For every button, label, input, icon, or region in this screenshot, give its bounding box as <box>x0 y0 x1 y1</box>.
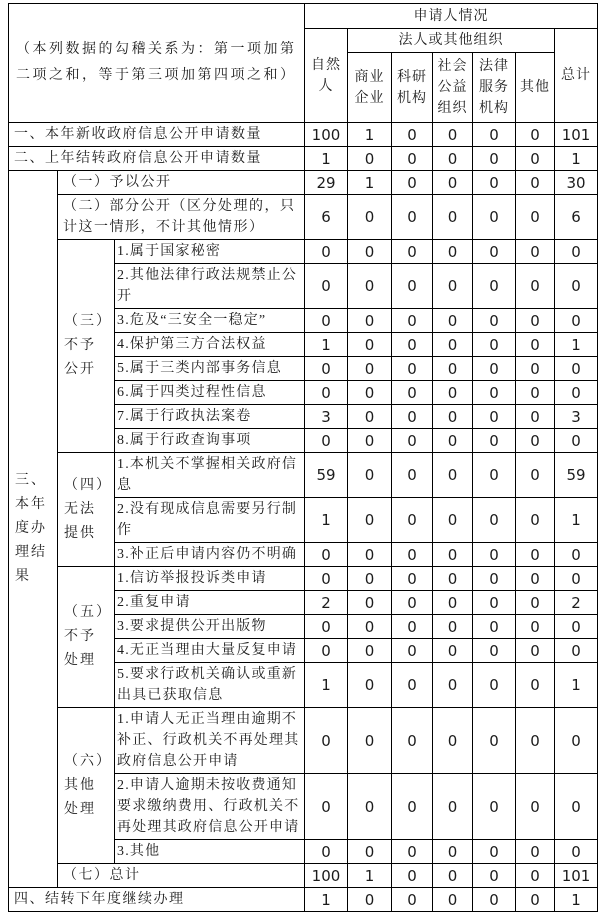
value-cell: 0 <box>305 381 348 405</box>
header-legal-service-org: 法律服务机构 <box>473 53 516 123</box>
value-cell: 0 <box>516 147 555 171</box>
value-cell: 0 <box>392 864 433 888</box>
value-cell: 30 <box>555 171 598 195</box>
value-cell: 0 <box>392 333 433 357</box>
value-cell: 0 <box>473 840 516 864</box>
value-cell: 0 <box>473 123 516 147</box>
value-cell: 0 <box>392 663 433 708</box>
header-commercial-enterprise: 商业企业 <box>348 53 392 123</box>
value-cell: 0 <box>433 309 473 333</box>
value-cell: 0 <box>433 840 473 864</box>
value-cell: 0 <box>433 864 473 888</box>
value-cell: 2 <box>305 591 348 615</box>
value-cell: 0 <box>392 240 433 264</box>
value-cell: 0 <box>392 774 433 840</box>
header-natural-person: 自然人 <box>305 29 348 123</box>
item-label-cell: 3.要求提供公开出版物 <box>115 615 305 639</box>
table-row <box>9 123 598 147</box>
value-cell: 0 <box>305 774 348 840</box>
value-cell: 0 <box>433 123 473 147</box>
value-cell: 0 <box>392 309 433 333</box>
value-cell: 0 <box>392 264 433 309</box>
value-cell: 0 <box>555 309 598 333</box>
value-cell: 0 <box>305 567 348 591</box>
value-cell: 0 <box>348 381 392 405</box>
table-row <box>9 147 598 171</box>
table-row <box>9 888 598 912</box>
value-cell: 0 <box>473 171 516 195</box>
value-cell: 0 <box>305 615 348 639</box>
value-cell: 3 <box>305 405 348 429</box>
value-cell: 0 <box>516 888 555 912</box>
value-cell: 0 <box>392 357 433 381</box>
value-cell: 0 <box>305 429 348 453</box>
value-cell: 29 <box>305 171 348 195</box>
value-cell: 0 <box>348 888 392 912</box>
value-cell: 101 <box>555 123 598 147</box>
value-cell: 0 <box>348 639 392 663</box>
value-cell: 0 <box>348 429 392 453</box>
value-cell: 0 <box>516 543 555 567</box>
header-research-institution: 科研机构 <box>392 53 433 123</box>
item-label-cell: 1.申请人无正当理由逾期不补正、行政机关不再处理其政府信息公开申请 <box>115 708 305 774</box>
value-cell: 0 <box>516 357 555 381</box>
value-cell: 0 <box>555 429 598 453</box>
value-cell: 0 <box>348 663 392 708</box>
row-label-cell: 二、上年结转政府信息公开申请数量 <box>9 147 305 171</box>
value-cell: 0 <box>516 171 555 195</box>
value-cell: 0 <box>348 567 392 591</box>
value-cell: 3 <box>555 405 598 429</box>
value-cell: 0 <box>433 357 473 381</box>
value-cell: 0 <box>392 840 433 864</box>
value-cell: 0 <box>516 639 555 663</box>
value-cell: 0 <box>555 543 598 567</box>
value-cell: 0 <box>392 453 433 498</box>
value-cell: 0 <box>473 333 516 357</box>
value-cell: 0 <box>473 774 516 840</box>
value-cell: 1 <box>555 147 598 171</box>
value-cell: 0 <box>433 708 473 774</box>
item-label-cell: 5.要求行政机关确认或重新出具已获取信息 <box>115 663 305 708</box>
value-cell: 1 <box>305 333 348 357</box>
table-header <box>9 4 598 123</box>
value-cell: 0 <box>473 498 516 543</box>
value-cell: 0 <box>348 309 392 333</box>
item-label-cell: 7.属于行政执法案卷 <box>115 405 305 429</box>
value-cell: 0 <box>433 171 473 195</box>
value-cell: 0 <box>305 240 348 264</box>
table-row <box>9 171 598 195</box>
value-cell: 1 <box>348 123 392 147</box>
value-cell: 0 <box>555 615 598 639</box>
value-cell: 0 <box>516 123 555 147</box>
value-cell: 0 <box>433 240 473 264</box>
value-cell: 0 <box>348 774 392 840</box>
value-cell: 0 <box>473 381 516 405</box>
value-cell: 2 <box>555 591 598 615</box>
value-cell: 101 <box>555 864 598 888</box>
value-cell: 0 <box>433 591 473 615</box>
header-row-applicant <box>9 4 598 29</box>
value-cell: 0 <box>433 453 473 498</box>
group-label-cell: （三）不予公开 <box>58 240 115 453</box>
value-cell: 0 <box>392 147 433 171</box>
value-cell: 0 <box>348 840 392 864</box>
item-label-cell: 1.属于国家秘密 <box>115 240 305 264</box>
value-cell: 0 <box>433 567 473 591</box>
value-cell: 0 <box>348 264 392 309</box>
value-cell: 0 <box>305 708 348 774</box>
value-cell: 1 <box>555 663 598 708</box>
group-label-cell: （一）予以公开 <box>58 171 305 195</box>
value-cell: 0 <box>392 591 433 615</box>
table-row <box>9 453 598 498</box>
value-cell: 0 <box>473 591 516 615</box>
value-cell: 1 <box>305 663 348 708</box>
group-label-cell: （五）不予处理 <box>58 567 115 708</box>
value-cell: 100 <box>305 123 348 147</box>
value-cell: 6 <box>555 195 598 240</box>
value-cell: 0 <box>516 663 555 708</box>
group-label-cell: （六）其他处理 <box>58 708 115 864</box>
value-cell: 0 <box>516 453 555 498</box>
item-label-cell: 1.信访举报投诉类申请 <box>115 567 305 591</box>
value-cell: 0 <box>473 357 516 381</box>
value-cell: 0 <box>516 264 555 309</box>
value-cell: 0 <box>516 333 555 357</box>
value-cell: 0 <box>433 543 473 567</box>
value-cell: 0 <box>392 381 433 405</box>
value-cell: 0 <box>516 774 555 840</box>
disclosure-statistics-table <box>8 3 598 912</box>
value-cell: 0 <box>392 639 433 663</box>
value-cell: 0 <box>516 840 555 864</box>
value-cell: 0 <box>516 240 555 264</box>
value-cell: 0 <box>348 708 392 774</box>
value-cell: 0 <box>305 840 348 864</box>
item-label-cell: 6.属于四类过程性信息 <box>115 381 305 405</box>
value-cell: 0 <box>392 195 433 240</box>
value-cell: 1 <box>555 888 598 912</box>
value-cell: 0 <box>473 240 516 264</box>
value-cell: 1 <box>305 147 348 171</box>
value-cell: 0 <box>516 195 555 240</box>
value-cell: 0 <box>473 543 516 567</box>
value-cell: 0 <box>516 309 555 333</box>
value-cell: 0 <box>473 639 516 663</box>
value-cell: 0 <box>555 381 598 405</box>
item-label-cell: 4.无正当理由大量反复申请 <box>115 639 305 663</box>
value-cell: 0 <box>433 888 473 912</box>
value-cell: 1 <box>348 171 392 195</box>
value-cell: 6 <box>305 195 348 240</box>
value-cell: 0 <box>473 864 516 888</box>
value-cell: 0 <box>516 429 555 453</box>
value-cell: 0 <box>433 639 473 663</box>
value-cell: 1 <box>555 498 598 543</box>
value-cell: 0 <box>433 264 473 309</box>
item-label-cell: 3.补正后申请内容仍不明确 <box>115 543 305 567</box>
value-cell: 0 <box>555 357 598 381</box>
value-cell: 0 <box>473 147 516 171</box>
value-cell: 0 <box>348 357 392 381</box>
value-cell: 0 <box>473 663 516 708</box>
value-cell: 0 <box>516 405 555 429</box>
item-label-cell: 3.其他 <box>115 840 305 864</box>
value-cell: 0 <box>433 615 473 639</box>
value-cell: 0 <box>305 264 348 309</box>
header-total: 总计 <box>555 29 598 123</box>
value-cell: 0 <box>433 381 473 405</box>
value-cell: 0 <box>516 864 555 888</box>
value-cell: 0 <box>473 405 516 429</box>
value-cell: 0 <box>433 498 473 543</box>
item-label-cell: 1.本机关不掌握相关政府信息 <box>115 453 305 498</box>
item-label-cell: 2.申请人逾期未按收费通知要求缴纳费用、行政机关不再处理其政府信息公开申请 <box>115 774 305 840</box>
row-label-cell: 一、本年新收政府信息公开申请数量 <box>9 123 305 147</box>
value-cell: 59 <box>305 453 348 498</box>
value-cell: 0 <box>473 615 516 639</box>
value-cell: 100 <box>305 864 348 888</box>
value-cell: 0 <box>555 774 598 840</box>
value-cell: 0 <box>433 429 473 453</box>
value-cell: 0 <box>555 708 598 774</box>
value-cell: 0 <box>392 567 433 591</box>
header-other-org: 其他 <box>516 53 555 123</box>
group-label-cell: （七）总计 <box>58 864 305 888</box>
value-cell: 0 <box>392 615 433 639</box>
item-label-cell: 3.危及“三安全一稳定” <box>115 309 305 333</box>
value-cell: 0 <box>555 240 598 264</box>
value-cell: 0 <box>392 708 433 774</box>
table-body <box>9 123 598 912</box>
value-cell: 0 <box>433 147 473 171</box>
group-label-cell: （二）部分公开（区分处理的，只计这一情形，不计其他情形） <box>58 195 305 240</box>
value-cell: 1 <box>555 333 598 357</box>
value-cell: 0 <box>305 357 348 381</box>
value-cell: 0 <box>473 708 516 774</box>
value-cell: 0 <box>433 774 473 840</box>
value-cell: 0 <box>516 567 555 591</box>
value-cell: 0 <box>305 543 348 567</box>
table-row <box>9 240 598 264</box>
value-cell: 0 <box>392 543 433 567</box>
value-cell: 0 <box>555 840 598 864</box>
value-cell: 0 <box>473 567 516 591</box>
value-cell: 0 <box>433 333 473 357</box>
table-row <box>9 195 598 240</box>
table-row <box>9 567 598 591</box>
value-cell: 0 <box>516 498 555 543</box>
item-label-cell: 5.属于三类内部事务信息 <box>115 357 305 381</box>
item-label-cell: 8.属于行政查询事项 <box>115 429 305 453</box>
value-cell: 0 <box>473 888 516 912</box>
value-cell: 0 <box>392 888 433 912</box>
value-cell: 0 <box>348 405 392 429</box>
value-cell: 0 <box>433 663 473 708</box>
value-cell: 0 <box>348 333 392 357</box>
value-cell: 0 <box>555 567 598 591</box>
value-cell: 0 <box>348 453 392 498</box>
value-cell: 0 <box>473 453 516 498</box>
value-cell: 0 <box>305 639 348 663</box>
group-label-cell: （四）无法提供 <box>58 453 115 567</box>
header-applicant-group: 申请人情况 <box>305 4 598 29</box>
value-cell: 0 <box>392 498 433 543</box>
value-cell: 0 <box>555 264 598 309</box>
item-label-cell: 2.其他法律行政法规禁止公开 <box>115 264 305 309</box>
item-label-cell: 2.没有现成信息需要另行制作 <box>115 498 305 543</box>
value-cell: 0 <box>473 264 516 309</box>
section-label-cell: 三、本年度办理结果 <box>9 171 58 888</box>
value-cell: 0 <box>516 615 555 639</box>
value-cell: 0 <box>392 429 433 453</box>
value-cell: 0 <box>433 405 473 429</box>
table-row <box>9 864 598 888</box>
item-label-cell: 4.保护第三方合法权益 <box>115 333 305 357</box>
value-cell: 0 <box>473 429 516 453</box>
reconciliation-note: （本列数据的勾稽关系为：第一项加第二项之和，等于第三项加第四项之和） <box>9 4 305 123</box>
value-cell: 0 <box>516 708 555 774</box>
value-cell: 1 <box>348 864 392 888</box>
value-cell: 0 <box>348 498 392 543</box>
value-cell: 0 <box>392 123 433 147</box>
value-cell: 0 <box>348 591 392 615</box>
item-label-cell: 2.重复申请 <box>115 591 305 615</box>
value-cell: 0 <box>516 381 555 405</box>
value-cell: 0 <box>348 195 392 240</box>
row-label-cell: 四、结转下年度继续办理 <box>9 888 305 912</box>
header-social-welfare-org: 社会公益组织 <box>433 53 473 123</box>
table-row <box>9 708 598 774</box>
value-cell: 0 <box>348 240 392 264</box>
value-cell: 1 <box>305 498 348 543</box>
value-cell: 0 <box>348 615 392 639</box>
value-cell: 0 <box>473 195 516 240</box>
value-cell: 0 <box>433 195 473 240</box>
value-cell: 0 <box>555 639 598 663</box>
header-legal-org-group: 法人或其他组织 <box>348 29 555 53</box>
value-cell: 59 <box>555 453 598 498</box>
value-cell: 0 <box>348 147 392 171</box>
value-cell: 0 <box>473 309 516 333</box>
value-cell: 0 <box>348 543 392 567</box>
value-cell: 0 <box>516 591 555 615</box>
value-cell: 0 <box>305 309 348 333</box>
value-cell: 0 <box>392 405 433 429</box>
value-cell: 0 <box>392 171 433 195</box>
value-cell: 1 <box>305 888 348 912</box>
